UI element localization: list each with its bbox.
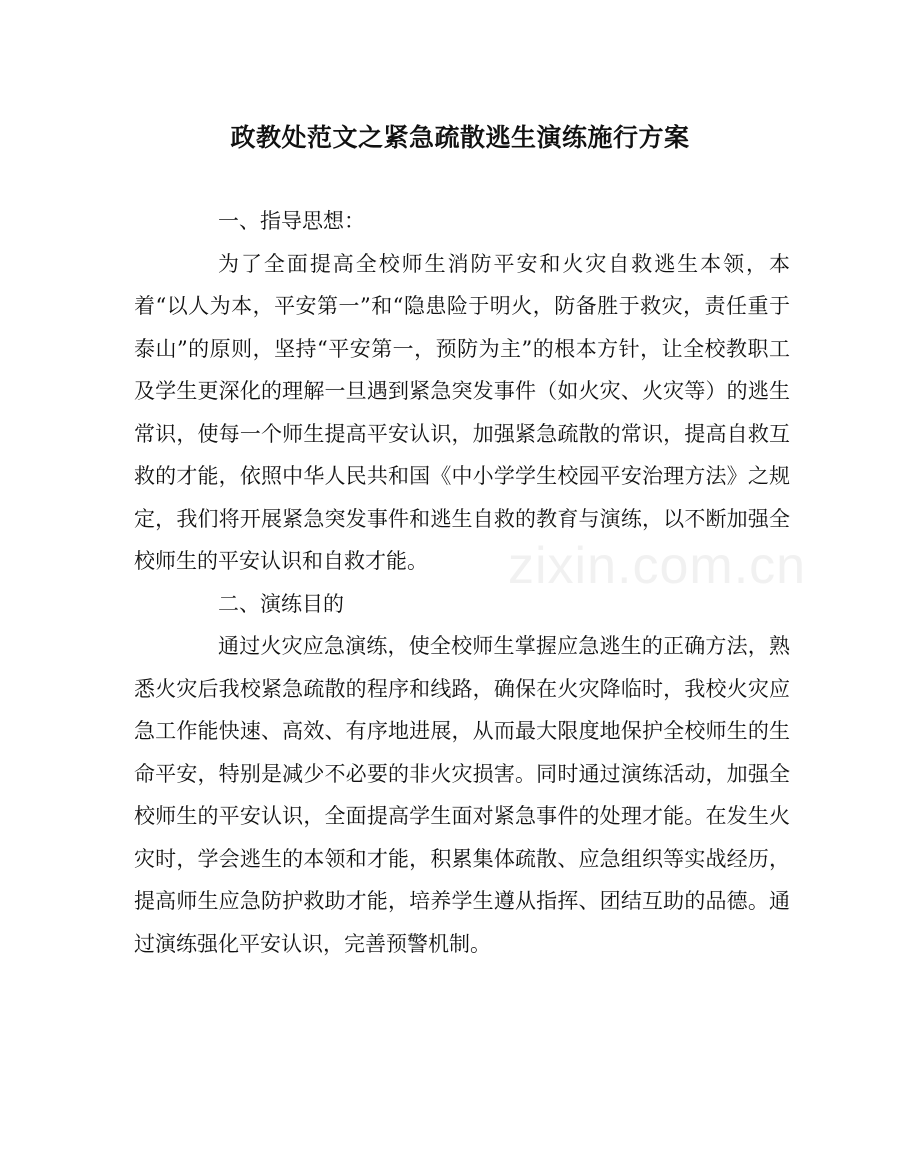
section-heading-drill-purpose: 二、演练目的 <box>218 591 344 616</box>
section-body-guiding-thought: 为了全面提高全校师生消防平安和火灾自救逃生本领，本着“以人为本，平安第一”和“隐患险于明火，防备胜于救灾，责任重于泰山”的原则，坚持“平安第一，预防为主”的根本方针，让全校教职工及学生更深化的理解一旦遇到紧急突发事件（如火灾、火灾等）的逃生常识，使每一个师生提高平安认识，加强紧急疏散的常识，提高自救互救的才能，依照中华人民共和国《中小学学生校园平安治理方法》之规定，我们将开展紧急突发事件和逃生自救的教育与演练，以不断加强全校师生的平安认识和自救才能。 <box>134 251 790 573</box>
document-title: 政教处范文之紧急疏散逃生演练施行方案 <box>230 123 690 152</box>
section-body-drill-purpose: 通过火灾应急演练，使全校师生掌握应急逃生的正确方法，熟悉火灾后我校紧急疏散的程序和线路，确保在火灾降临时，我校火灾应急工作能快速、高效、有序地进展，从而最大限度地保护全校师生的生命平安，特别是减少不必要的非火灾损害。同时通过演练活动，加强全校师生的平安认识，全面提高学生面对紧急事件的处理才能。在发生火灾时，学会逃生的本领和才能，积累集体疏散、应急组织等实战经历，提高师生应急防护救助才能，培养学生遵从指挥、团结互助的品德。通过演练强化平安认识，完善预警机制。 <box>134 634 790 956</box>
document-body <box>134 200 790 965</box>
section-heading-guiding-thought: 一、指导思想： <box>218 209 365 233</box>
watermark: zixin.com.cn <box>508 537 807 595</box>
